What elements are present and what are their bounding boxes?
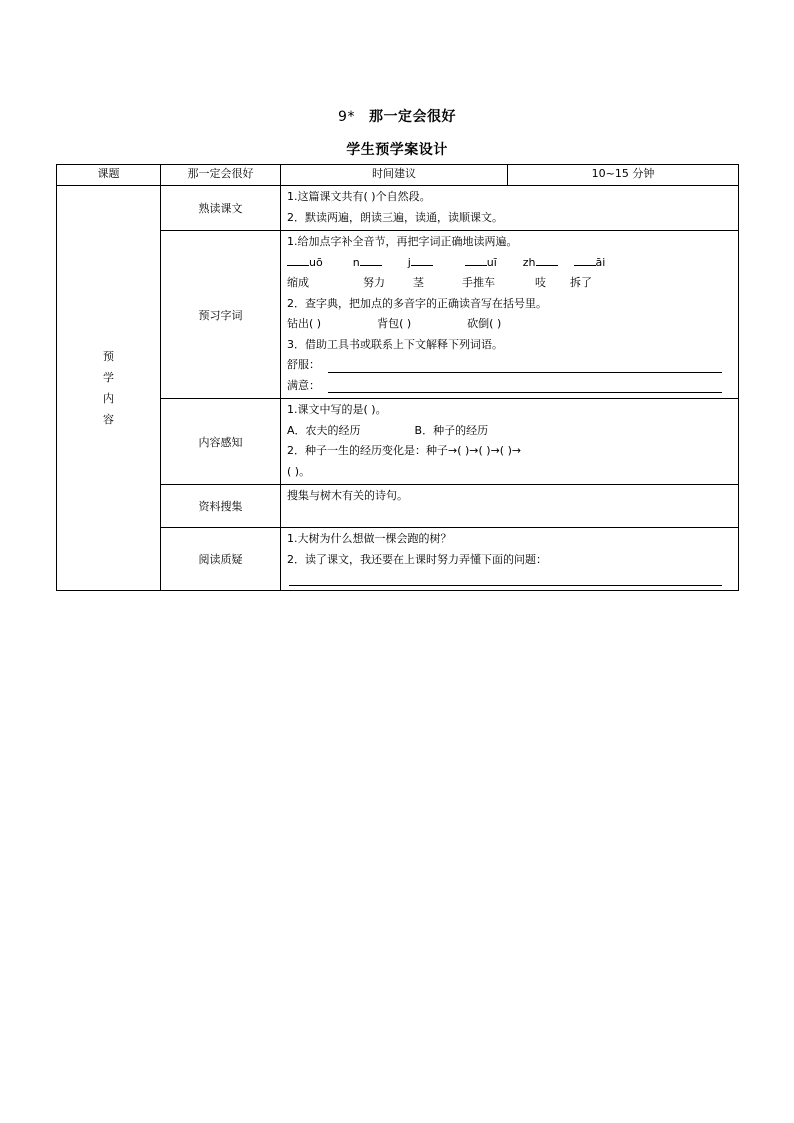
preview-table: [56, 164, 739, 591]
pinyin-hint: uō: [309, 255, 323, 269]
materials-content: [281, 485, 739, 528]
pinyin-hint: āi: [595, 255, 606, 269]
pinyin-blank: [411, 253, 433, 266]
polyphone-item: 砍倒( ): [467, 317, 502, 330]
lesson-number: 9*: [338, 109, 355, 125]
pinyin-blank: [536, 253, 558, 266]
word: 吱: [535, 276, 546, 289]
time-value: 10~15 分钟: [508, 165, 739, 186]
reading-label: 熟读课文: [161, 186, 281, 231]
pinyin-hint: n: [352, 255, 360, 269]
word: 努力: [363, 276, 385, 289]
lesson-title-text: 那一定会很好: [368, 109, 456, 125]
polyphone-item: 背包( ): [377, 317, 412, 330]
pinyin-blank: [465, 253, 487, 266]
pinyin-blank: [360, 253, 382, 266]
questions-line-1: 1.大树为什么想做一棵会跑的树？: [287, 532, 452, 545]
term-row-2: [287, 376, 732, 397]
pinyin-row: [287, 253, 732, 274]
side-char: 学: [103, 371, 114, 384]
topic-value: 那一定会很好: [161, 165, 281, 186]
word: 拆了: [570, 276, 592, 289]
questions-line-2: 2．读了课文，我还要在上课时努力弄懂下面的问题：: [287, 552, 547, 566]
lesson-title: [0, 106, 794, 126]
pinyin-hint: uī: [486, 255, 497, 269]
term-label: 舒服：: [287, 358, 320, 371]
words-row: [287, 273, 732, 294]
materials-line-1: 搜集与树木有关的诗句。: [287, 489, 408, 502]
side-label: [57, 186, 161, 591]
answer-line[interactable]: [328, 392, 722, 393]
topic-label: 课题: [57, 165, 161, 186]
content-line-4: ( )。: [287, 464, 311, 478]
word: 手推车: [462, 276, 495, 289]
pinyin-blank: [574, 253, 596, 266]
side-char: 内: [103, 392, 114, 405]
time-label: 时间建议: [281, 165, 508, 186]
option-b: B．种子的经历: [414, 423, 489, 437]
table-header-row: [57, 165, 739, 186]
content-line-1: 1.课文中写的是( )。: [287, 403, 387, 416]
questions-content: [281, 528, 739, 591]
answer-line[interactable]: [328, 372, 722, 373]
side-char: 预: [103, 350, 114, 363]
pinyin-hint: zh: [522, 255, 536, 269]
term-row-1: [287, 355, 732, 376]
chars-instruction-1: 1.给加点字补全音节，再把字词正确地读两遍。: [287, 235, 518, 248]
chars-instruction-3: 3．借助工具书或联系上下文解释下列词语。: [287, 337, 503, 351]
pinyin-hint: j: [407, 255, 411, 269]
answer-line[interactable]: [289, 584, 722, 586]
chars-label: 预习字词: [161, 231, 281, 399]
reading-content: [281, 186, 739, 231]
pinyin-blank: [287, 253, 309, 266]
term-label: 满意：: [287, 378, 320, 392]
polyphone-row: [287, 314, 732, 335]
polyphone-item: 钻出( ): [287, 317, 322, 330]
content-content: [281, 399, 739, 485]
content-options: [287, 421, 732, 442]
chars-content: [281, 231, 739, 399]
page-subtitle: 学生预学案设计: [346, 142, 448, 158]
chars-instruction-2: 2．查字典，把加点的多音字的正确读音写在括号里。: [287, 296, 547, 310]
word: 缩成: [287, 276, 309, 289]
content-line-3: 2．种子一生的经历变化是：种子→( )→( )→( )→: [287, 444, 522, 457]
word: 茎: [413, 276, 424, 289]
reading-line-1: 1.这篇课文共有( )个自然段。: [287, 190, 431, 203]
reading-line-2: 2．默读两遍，朗读三遍，读通，读顺课文。: [287, 210, 503, 224]
materials-label: 资料搜集: [161, 485, 281, 528]
questions-label: 阅读质疑: [161, 528, 281, 591]
side-char: 容: [103, 413, 114, 426]
section-reading: [57, 186, 739, 231]
option-a: A．农夫的经历: [287, 423, 361, 437]
content-label: 内容感知: [161, 399, 281, 485]
